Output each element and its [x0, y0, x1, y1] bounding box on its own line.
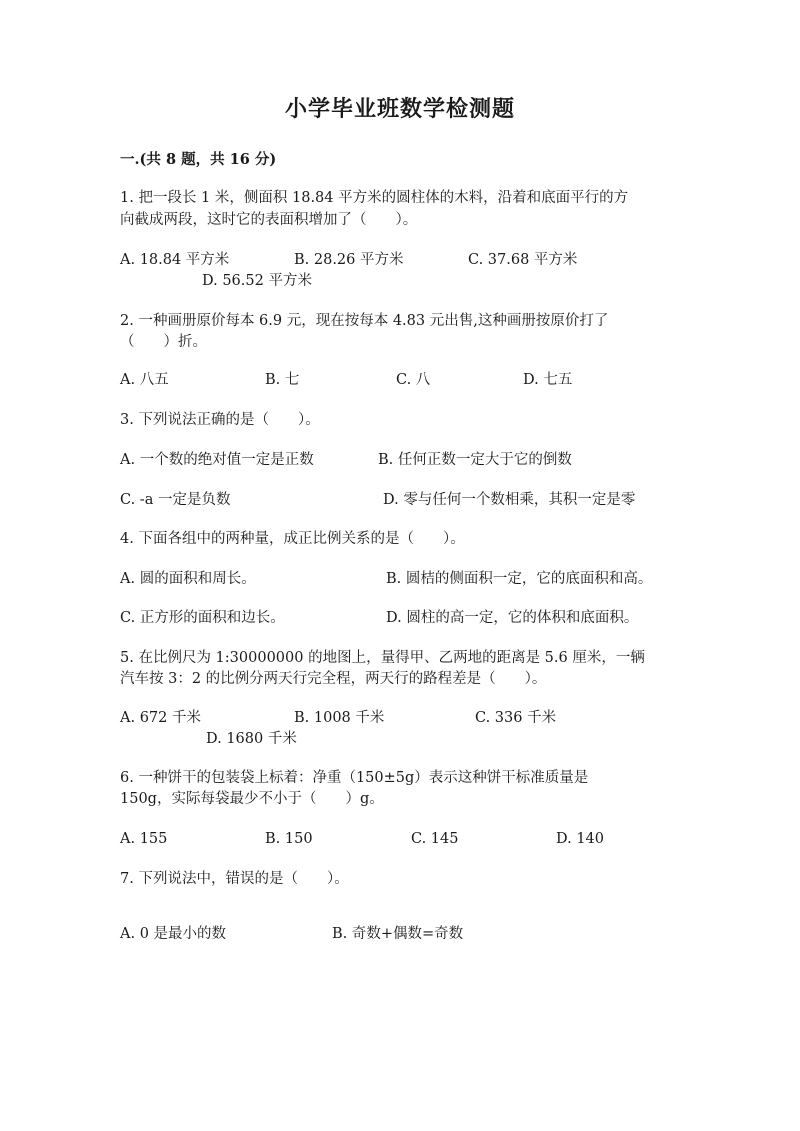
question-1-line-1: 1. 把一段长 1 米，侧面积 18.84 平方米的圆柱体的木料，沿着和底面平行的方 [120, 190, 629, 206]
question-7-option-a: A. 0 是最小的数 [120, 926, 227, 942]
question-5-option-b: B. 1008 千米 [294, 710, 385, 726]
question-3-option-c: C. -a 一定是负数 [120, 492, 231, 508]
question-7-line-1: 7. 下列说法中，错误的是（ ）。 [120, 871, 349, 887]
question-1-line-2: 向截成两段，这时它的表面积增加了（ ）。 [120, 212, 418, 228]
question-2-line-2: （ ）折。 [120, 334, 207, 350]
question-5-option-a: A. 672 千米 [120, 710, 201, 726]
question-5-option-d: D. 1680 千米 [206, 731, 297, 747]
question-4-option-b: B. 圆桔的侧面积一定，它的底面积和高。 [386, 571, 653, 587]
question-4-option-a: A. 圆的面积和周长。 [120, 571, 256, 587]
question-3-option-b: B. 任何正数一定大于它的倒数 [378, 452, 572, 468]
question-7-option-b: B. 奇数+偶数=奇数 [332, 926, 464, 942]
question-4-option-c: C. 正方形的面积和边长。 [120, 610, 285, 626]
question-6-line-2: 150g，实际每袋最少不小于（ ）g。 [120, 791, 384, 807]
question-6-option-b: B. 150 [265, 831, 313, 847]
section-heading: 一.(共 8 题，共 16 分) [120, 151, 277, 168]
question-1-option-c: C. 37.68 平方米 [468, 252, 578, 268]
question-5-option-c: C. 336 千米 [475, 710, 557, 726]
question-3-option-d: D. 零与任何一个数相乘，其积一定是零 [383, 492, 636, 508]
question-1-option-b: B. 28.26 平方米 [294, 252, 404, 268]
question-5-line-1: 5. 在比例尺为 1:30000000 的地图上，量得甲、乙两地的距离是 5.6 厘米，一辆 [120, 650, 645, 666]
question-1-option-d: D. 56.52 平方米 [202, 273, 312, 289]
question-3-option-a: A. 一个数的绝对值一定是正数 [120, 452, 314, 468]
page-title: 小学毕业班数学检测题 [284, 96, 515, 122]
question-6-option-d: D. 140 [556, 831, 605, 847]
question-3-line-1: 3. 下列说法正确的是（ ）。 [120, 412, 320, 428]
question-2-option-b: B. 七 [265, 372, 300, 388]
question-1-option-a: A. 18.84 平方米 [120, 252, 230, 268]
question-2-option-a: A. 八五 [120, 372, 169, 388]
question-6-option-c: C. 145 [411, 831, 459, 847]
question-2-line-1: 2. 一种画册原价每本 6.9 元，现在按每本 4.83 元出售,这种画册按原价打了 [120, 313, 609, 329]
question-2-option-d: D. 七五 [523, 372, 573, 388]
question-4-line-1: 4. 下面各组中的两种量，成正比例关系的是（ ）。 [120, 531, 465, 547]
question-2-option-c: C. 八 [396, 372, 431, 388]
question-5-line-2: 汽车按 3：2 的比例分两天行完全程，两天行的路程差是（ ）。 [120, 671, 547, 687]
question-4-option-d: D. 圆柱的高一定，它的体积和底面积。 [386, 610, 639, 626]
question-6-line-1: 6. 一种饼干的包装袋上标着：净重（150±5g）表示这种饼干标准质量是 [120, 770, 589, 786]
question-6-option-a: A. 155 [120, 831, 168, 847]
